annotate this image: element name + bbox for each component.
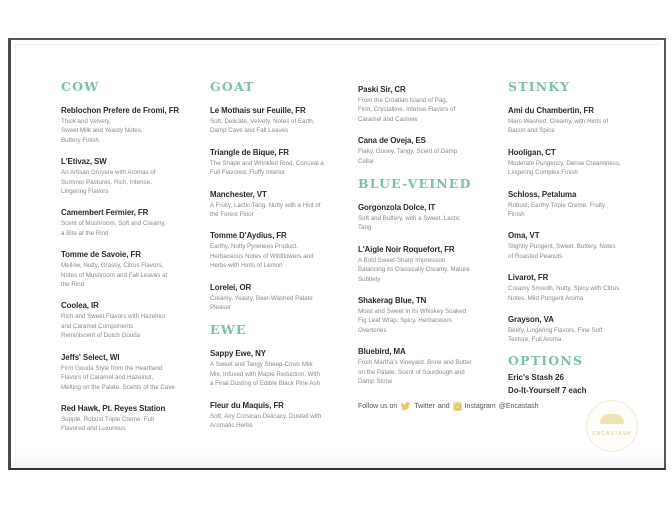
cheese-name: Reblochon Prefere de Fromi, FR [61, 105, 180, 115]
cheese-name: Coolea, IR [61, 300, 99, 311]
description-line: Lingering Complex Finish [508, 169, 578, 177]
description-line: Cellar [358, 157, 375, 165]
section-cow [61, 80, 206, 434]
cheese-name: Cana de Oveja, ES [358, 135, 426, 146]
cheese-description [61, 117, 206, 145]
description-line: Mellow, Nutty, Grassy, Citrus Flavors, [61, 262, 164, 270]
cheese-item [61, 207, 206, 238]
column-stinky-options [508, 80, 653, 397]
description-line: Flavored and Luxurious [61, 425, 126, 433]
cheese-name: Shakerag Blue, TN [358, 295, 427, 306]
description-line: Herbs with Hints of Lemon [210, 262, 283, 270]
description-line: Mix, Infused with Maple Reduction. With [210, 370, 321, 378]
cheese-name: Camembert Fermier, FR [61, 207, 149, 218]
cheese-name: Manchester, VT [210, 188, 267, 199]
cheese-description [508, 201, 653, 220]
cheese-name: Le Mothais sur Feuille, FR [210, 105, 306, 115]
description-line: Damp Stone [358, 378, 393, 386]
menu-card [8, 38, 666, 470]
description-line: Fig Leaf Wrap. Spicy, Herbaceous [358, 317, 452, 325]
description-line: Rich and Sweet Flavors with Hazelnut [61, 313, 166, 321]
cheese-item [358, 295, 503, 335]
description-line: Reminiscent of Dutch Gouda [61, 332, 141, 340]
cheese-item [210, 348, 355, 388]
cheese-description [61, 168, 206, 196]
cheese-item [210, 147, 355, 178]
cheese-name: Triangle de Bique, FR [210, 146, 289, 157]
description-line: Beefy, Lingering Flavors, Fine Soft [508, 327, 603, 335]
cheese-description [358, 358, 503, 386]
cheese-description [508, 117, 653, 136]
cheese-description [358, 147, 503, 166]
cheese-item [508, 189, 653, 220]
description-line: Thick and Velvety, [61, 118, 111, 125]
cheese-item [358, 202, 503, 233]
cheese-description [61, 415, 206, 434]
column-cow [61, 80, 206, 445]
cheese-description [210, 412, 355, 431]
description-line: Balancing its Classically Creamy, Mature [358, 266, 470, 274]
cheese-item [210, 400, 355, 431]
section-continued [358, 84, 503, 166]
description-line: From Martha's Vineyard. Brine and Butter [358, 359, 472, 367]
cheese-description [358, 96, 503, 124]
description-line: A Sweet and Tangy Sheep-Cows Milk [210, 361, 313, 369]
description-line: a Bite at the Rind [61, 229, 109, 237]
description-line: Aromatic Herbs [210, 422, 253, 430]
description-line: Earthy, Nutty Pyrenees Product. [210, 243, 298, 251]
description-line: Notes. Mild Pungent Aroma [508, 294, 584, 302]
description-line: Marc-Washed, Creamy, with Hints of [508, 118, 609, 125]
column-sheep-blue [358, 84, 503, 398]
cheese-item [508, 314, 653, 345]
cheese-item [61, 352, 206, 392]
description-line: Overtones [358, 326, 387, 334]
twitter-link[interactable]: Twitter [414, 403, 435, 410]
follow-label: Follow us on [358, 403, 398, 410]
description-line: Texture, Full Aroma [508, 336, 562, 344]
option-erics-stash: Eric's Stash 26 [508, 371, 564, 382]
cheese-description [61, 364, 206, 392]
cheese-name: Red Hawk, Pt. Reyes Station [61, 402, 166, 413]
description-line: From the Croatian Island of Pag, [358, 97, 448, 104]
description-line: Firm, Crystalline, Intense Flavors of [358, 106, 456, 114]
section-blue-veined [358, 177, 503, 386]
cheese-item [508, 230, 653, 261]
cheese-description [358, 307, 503, 335]
cheese-item [358, 244, 503, 284]
description-line: Full Flavored, Fluffy Interior [210, 169, 286, 177]
cheese-name: L'Aigle Noir Roquefort, FR [358, 243, 455, 254]
section-title-stinky: STINKY [508, 79, 571, 94]
cheese-description [61, 312, 206, 340]
cheese-name: Schloss, Petaluma [508, 188, 577, 199]
encastash-logo [586, 400, 638, 452]
description-line: Melting on the Palate. Scents of the Cave [61, 383, 175, 391]
cheese-description [508, 159, 653, 178]
cheese-name: Tomme D'Aydius, FR [210, 230, 287, 241]
cheese-item [508, 105, 653, 136]
description-line: on the Palate. Scent of Sourdough and [358, 368, 465, 376]
cheese-description [508, 242, 653, 261]
cheese-description [210, 159, 355, 178]
and-label: and [437, 403, 450, 410]
twitter-bird-icon [400, 402, 411, 411]
description-line: Sweet Milk and Yeasty Notes, [61, 127, 143, 135]
cheese-description [210, 242, 355, 270]
section-title-ewe: EWE [210, 322, 247, 338]
description-line: Scent of Mushroom, Soft and Creamy, [61, 220, 166, 228]
description-line: Soft, Delicate, Velvety. Notes of Earth, [210, 118, 315, 125]
section-ewe [210, 323, 355, 430]
cheese-item [61, 105, 206, 145]
option-do-it-yourself: Do-It-Yourself 7 each [508, 384, 587, 395]
cheese-description [358, 256, 503, 284]
description-line: A Fruity, Lactic Tang. Nutty with a Hint of [210, 201, 321, 209]
description-line: Slightly Pungent, Sweet, Buttery, Notes [508, 243, 616, 251]
cheese-name: Tomme de Savoie, FR [61, 249, 141, 260]
cheese-name: Livarot, FR [508, 272, 549, 283]
description-line: Soft, Airy Corsican Delicacy, Dusted with [210, 412, 322, 420]
cheese-description [358, 214, 503, 233]
description-line: the Rind [61, 281, 85, 289]
description-line: Herbaceous Notes of Wildflowers and [210, 252, 314, 260]
cheese-item [508, 272, 653, 303]
cheese-description [210, 117, 355, 136]
description-line: and Caramel Components [61, 322, 134, 330]
cheese-description [508, 284, 653, 303]
description-line: a Final Dusting of Edible Black Pine Ash [210, 380, 321, 388]
social-footer [358, 402, 539, 411]
description-line: Firm Gouda Style from the Heartland [61, 364, 163, 372]
description-line: Damp Cave and Fall Leaves [210, 127, 289, 135]
cheese-item [61, 249, 206, 289]
column-goat-ewe [210, 80, 355, 442]
social-handle[interactable]: @Encastash [498, 403, 539, 410]
description-line: Flaky, Gooey, Tangy. Scent of Damp [358, 148, 458, 156]
cheese-item [210, 230, 355, 270]
cheese-name: Oma, VT [508, 230, 540, 241]
cheese-name: Paski Sir, CR [358, 84, 406, 94]
cheese-name: Grayson, VA [508, 314, 554, 325]
section-title-options: OPTIONS [508, 352, 584, 368]
umbrella-logo-icon [600, 414, 624, 424]
description-line: Finish [508, 211, 525, 219]
cheese-item [358, 346, 503, 386]
description-line: The Shape and Wrinkled Rind, Conceal a [210, 159, 324, 167]
section-title-blue-veined: BLUE-VEINED [358, 176, 472, 192]
cheese-item [61, 156, 206, 196]
description-line: Notes of Mushroom and Fall Leaves at [61, 271, 168, 279]
description-line: Caramel and Cashew [358, 115, 418, 123]
instagram-link[interactable]: Instagram [464, 403, 496, 410]
description-line: Bacon and Spice [508, 127, 555, 135]
cheese-name: Ami du Chambertin, FR [508, 105, 594, 115]
cheese-name: Bluebird, MA [358, 346, 406, 357]
cheese-description [508, 326, 653, 345]
description-line: Pleaser [210, 304, 231, 312]
cheese-name: Fleur du Maquis, FR [210, 399, 284, 410]
description-line: Buttery Finish [61, 136, 99, 144]
section-goat [210, 80, 355, 312]
cheese-item [61, 403, 206, 434]
description-line: Soft and Buttery, with a Sweet, Lactic [358, 215, 461, 223]
cheese-item [358, 84, 503, 124]
logo-text: ENCASTASH [592, 431, 632, 437]
cheese-name: Hooligan, CT [508, 146, 556, 157]
cheese-name: Lorelei, OR [210, 281, 252, 292]
cheese-name: Jeffs' Select, WI [61, 351, 120, 362]
description-line: Creamy, Yeasty, Beer-Washed Palate [210, 294, 313, 302]
cheese-description [210, 294, 355, 313]
cheese-description [210, 201, 355, 220]
description-line: the Forest Floor [210, 211, 254, 219]
description-line: An Artisan Gruyere with Aromas of [61, 169, 156, 177]
cheese-item [508, 147, 653, 178]
description-line: Summer Pastures. Rich, Intense, [61, 178, 152, 186]
description-line: Moderate Pungency, Dense Creaminess, [508, 159, 621, 167]
description-line: Subtlety [358, 275, 381, 283]
description-line: A Bold Sweet-Sharp Impression [358, 256, 446, 264]
description-line: Tang [358, 224, 372, 232]
cheese-description [210, 360, 355, 388]
cheese-item [210, 282, 355, 313]
instagram-icon [453, 402, 462, 411]
cheese-item [358, 135, 503, 166]
description-line: Moist and Sweet in its Whiskey Soaked [358, 308, 466, 316]
cheese-item [61, 300, 206, 340]
description-line: of Roasted Peanuts [508, 252, 563, 260]
description-line: Supple, Robust Triple Creme. Full [61, 415, 154, 423]
cheese-name: Sappy Ewe, NY [210, 348, 266, 359]
description-line: Lingering Flavors [61, 188, 109, 196]
cheese-description [61, 219, 206, 238]
section-stinky [508, 80, 653, 345]
cheese-description [61, 261, 206, 289]
options-section [508, 354, 653, 397]
description-line: Creamy Smooth, Nutty, Spicy with Citrus [508, 285, 620, 293]
cheese-item [210, 105, 355, 136]
description-line: Robust, Earthy Triple Creme. Fruity [508, 201, 605, 209]
section-title-goat: GOAT [210, 79, 255, 94]
cheese-name: L'Etivaz, SW [61, 156, 107, 167]
description-line: Flavors of Caramel and Hazelnut, [61, 374, 154, 382]
cheese-item [210, 189, 355, 220]
section-title-cow: COW [61, 79, 100, 94]
cheese-name: Gorgonzola Dolce, IT [358, 202, 436, 213]
